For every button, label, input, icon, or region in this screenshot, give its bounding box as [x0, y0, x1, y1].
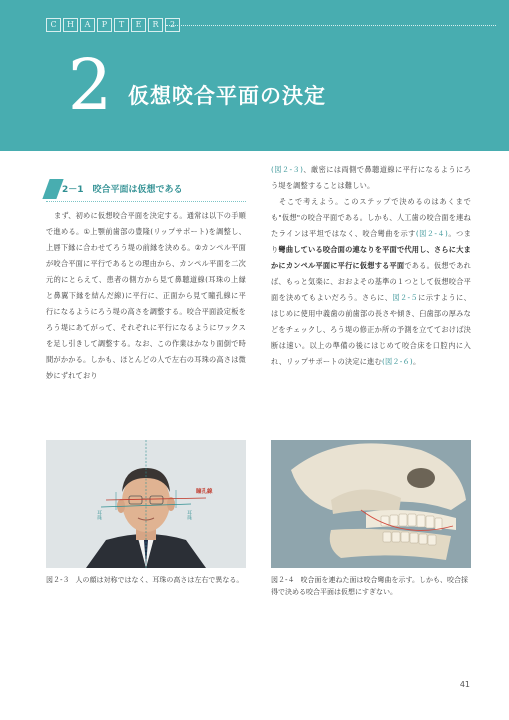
text-span: そこで考えよう。このステップで決めるのはあくまでも"仮想"の咬合平面である。しかも、人工歯の咬合面を連ねたラインは平坦ではなく、咬合彎曲を示す [271, 197, 471, 238]
figure-reference: (図２-６) [381, 357, 413, 366]
tragus-right-label: 耳珠 [186, 510, 192, 520]
face-illustration [46, 440, 246, 568]
body-paragraph: まず、初めに仮想咬合平面を決定する。通常は以下の手順で進める。①上顎前歯部の豊隆(リップサポート)を調整し、上唇下縁に合わせてろう堤の前縁を決める。②カンペル平面が咬合平面に平行であるとの理由から、カンペル平面を二次元的にとらえて、患者の側方から見て鼻聴道線(耳珠の上縁と鼻翼下縁を結んだ線)に平行に、正面から見て瞳孔線に平行になるようにろう堤の高さを調整する。咬合平面設定板をろう堤にあてがって、それぞれに平行になるようにワックスを足し引きして調整する。なお、この作業はかなり面倒で時間がかかる。しかも、ほとんどの人で左右の耳珠の高さは微妙にずれており [46, 211, 246, 380]
section-divider [46, 201, 246, 202]
chapter-header [0, 0, 509, 151]
chapter-label [46, 18, 180, 32]
chapter-letter: H [63, 18, 78, 32]
skull-illustration [271, 440, 471, 568]
chapter-letter: C [46, 18, 61, 32]
emphasis-text: 彎曲している咬合面の連なりを平面で代用し、さらに大まかにカンペル平面に平行に仮想する平面 [271, 245, 472, 270]
tragus-left-label: 耳珠 [96, 510, 102, 520]
chapter-letter: R [148, 18, 163, 32]
skull-photo [271, 440, 471, 568]
chapter-letter: A [80, 18, 95, 32]
body-paragraph [271, 194, 471, 370]
chapter-title: 仮想咬合平面の決定 [128, 84, 326, 108]
figure-reference: 図２-５ [392, 293, 419, 302]
text-span: 。つまり [271, 229, 471, 254]
figure-reference: (図２-３) [271, 165, 304, 174]
figure-label: 図２-４ [271, 576, 295, 584]
figure-label: 図２-３ [46, 576, 70, 584]
figure-caption [271, 574, 471, 598]
chapter-letter: E [131, 18, 146, 32]
text-span: 、厳密には両側で鼻聴道線に平行になるようにろう堤を調整することは難しい。 [271, 165, 471, 190]
text-span: である。仮想であれば、もっと気楽に、おおよその基準の１つとして仮想咬合平面を決めてもよいだろう。さらに、 [271, 261, 471, 302]
text-span: 。 [412, 357, 421, 366]
page-number: 41 [459, 680, 470, 689]
face-photo [46, 440, 246, 568]
chapter-number: 2 [67, 44, 113, 126]
figure-reference: (図２-４) [415, 229, 449, 238]
text-span: に示すように、はじめに使用中義歯の前歯部の長さや傾き、臼歯部の厚みなどをチェックし、ろう堤の修正か所の予測を立てておけば決断は速い。以上の準備の後にはじめて咬合床を口腔内に入れ、リップサポートの決定に進む [271, 293, 472, 366]
chapter-letter: P [97, 18, 112, 32]
chapter-dotted-rule [166, 25, 496, 26]
caption-text: 人の顔は対称ではなく、耳珠の高さは左右で異なる。 [75, 576, 244, 584]
section-heading: 2－1 咬合平面は仮想である [62, 185, 183, 195]
caption-text: 咬合面を連ねた面は咬合彎曲を示す。しかも、咬合採得で決める咬合平面は仮想にすぎない。 [271, 576, 468, 596]
chapter-letter: T [114, 18, 129, 32]
chapter-letter: 2 [165, 18, 180, 32]
left-column [46, 208, 246, 384]
right-column [271, 162, 471, 370]
section-marker [42, 179, 63, 199]
figure-caption [46, 574, 246, 586]
body-paragraph [271, 162, 471, 194]
pupil-line-label: 瞳孔線 [196, 489, 213, 495]
